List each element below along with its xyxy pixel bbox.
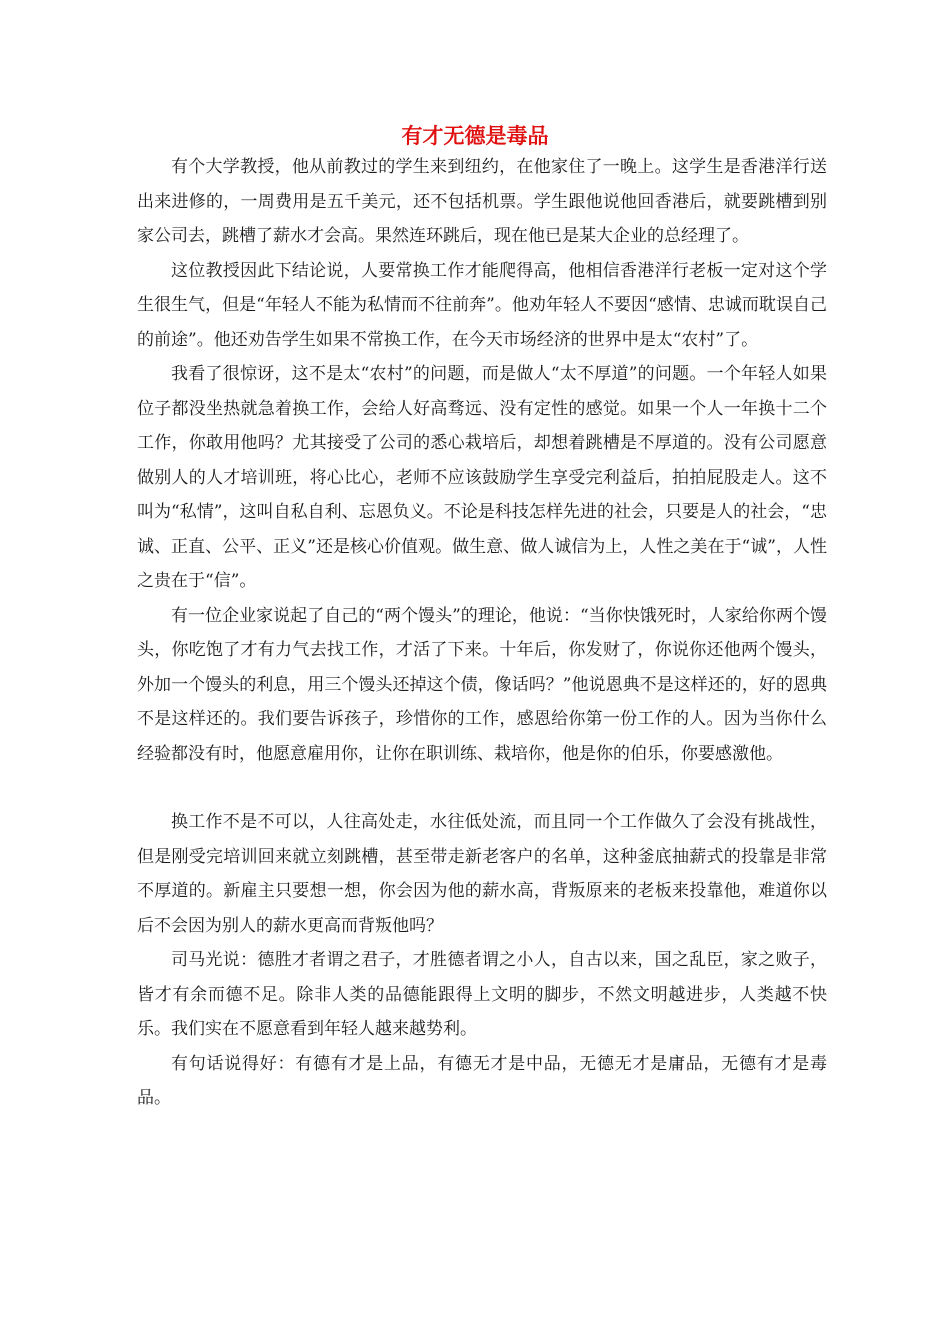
paragraph-6: 司马光说：德胜才者谓之君子，才胜德者谓之小人，自古以来，国之乱臣，家之败子，皆才有余而德不足。除非人类的品德能跟得上文明的脚步，不然文明越进步，人类越不快乐。我们实在不愿意看到年轻人越来越势利。 <box>137 950 827 1039</box>
document-title: 有才无德是毒品 <box>401 123 549 148</box>
paragraph-1: 有个大学教授，他从前教过的学生来到纽约，在他家住了一晚上。这学生是香港洋行送出来进修的，一周费用是五千美元，还不包括机票。学生跟他说他回香港后，就要跳槽到别家公司去，跳槽了薪水才会高。果然连环跳后，现在他已是某大企业的总经理了。 <box>137 157 827 246</box>
paragraph-3: 我看了很惊讶，这不是太“农村”的问题，而是做人“太不厚道”的问题。一个年轻人如果位子都没坐热就急着换工作，会给人好高骛远、没有定性的感觉。如果一个人一年换十二个工作，你敢用他吗？尤其接受了公司的悉心栽培后，却想着跳槽是不厚道的。没有公司愿意做别人的人才培训班，将心比心，老师不应该鼓励学生享受完利益后，拍拍屁股走人。这不叫为“私情”，这叫自私自利、忘恩负义。不论是科技怎样先进的社会，只要是人的社会，“忠诚、正直、公平、正义”还是核心价值观。做生意、做人诚信为上，人性之美在于“诚”，人性之贵在于“信”。 <box>137 364 827 591</box>
paragraph-2: 这位教授因此下结论说，人要常换工作才能爬得高，他相信香港洋行老板一定对这个学生很生气，但是“年轻人不能为私情而不往前奔”。他劝年轻人不要因“感情、忠诚而耽误自己的前途”。他还劝告学生如果不常换工作，在今天市场经济的世界中是太“农村”了。 <box>137 260 827 350</box>
document-body <box>137 150 827 1116</box>
paragraph-7: 有句话说得好：有德有才是上品，有德无才是中品，无德无才是庸品，无德有才是毒品。 <box>137 1053 827 1108</box>
paragraph-4: 有一位企业家说起了自己的“两个馒头”的理论，他说：“当你快饿死时，人家给你两个馒头，你吃饱了才有力气去找工作，才活了下来。十年后，你发财了，你说你还他两个馒头，外加一个馒头的利息，用三个馒头还掉这个债，像话吗？”他说恩典不是这样还的，好的恩典不是这样还的。我们要告诉孩子，珍惜你的工作，感恩给你第一份工作的人。因为当你什么经验都没有时，他愿意雇用你，让你在职训练、栽培你，他是你的伯乐，你要感激他。 <box>137 605 827 764</box>
paragraph-5: 换工作不是不可以，人往高处走，水往低处流，而且同一个工作做久了会没有挑战性，但是刚受完培训回来就立刻跳槽，甚至带走新老客户的名单，这种釜底抽薪式的投靠是非常不厚道的。新雇主只要想一想，你会因为他的薪水高，背叛原来的老板来投靠他，难道你以后不会因为别人的薪水更高而背叛他吗？ <box>137 812 827 936</box>
